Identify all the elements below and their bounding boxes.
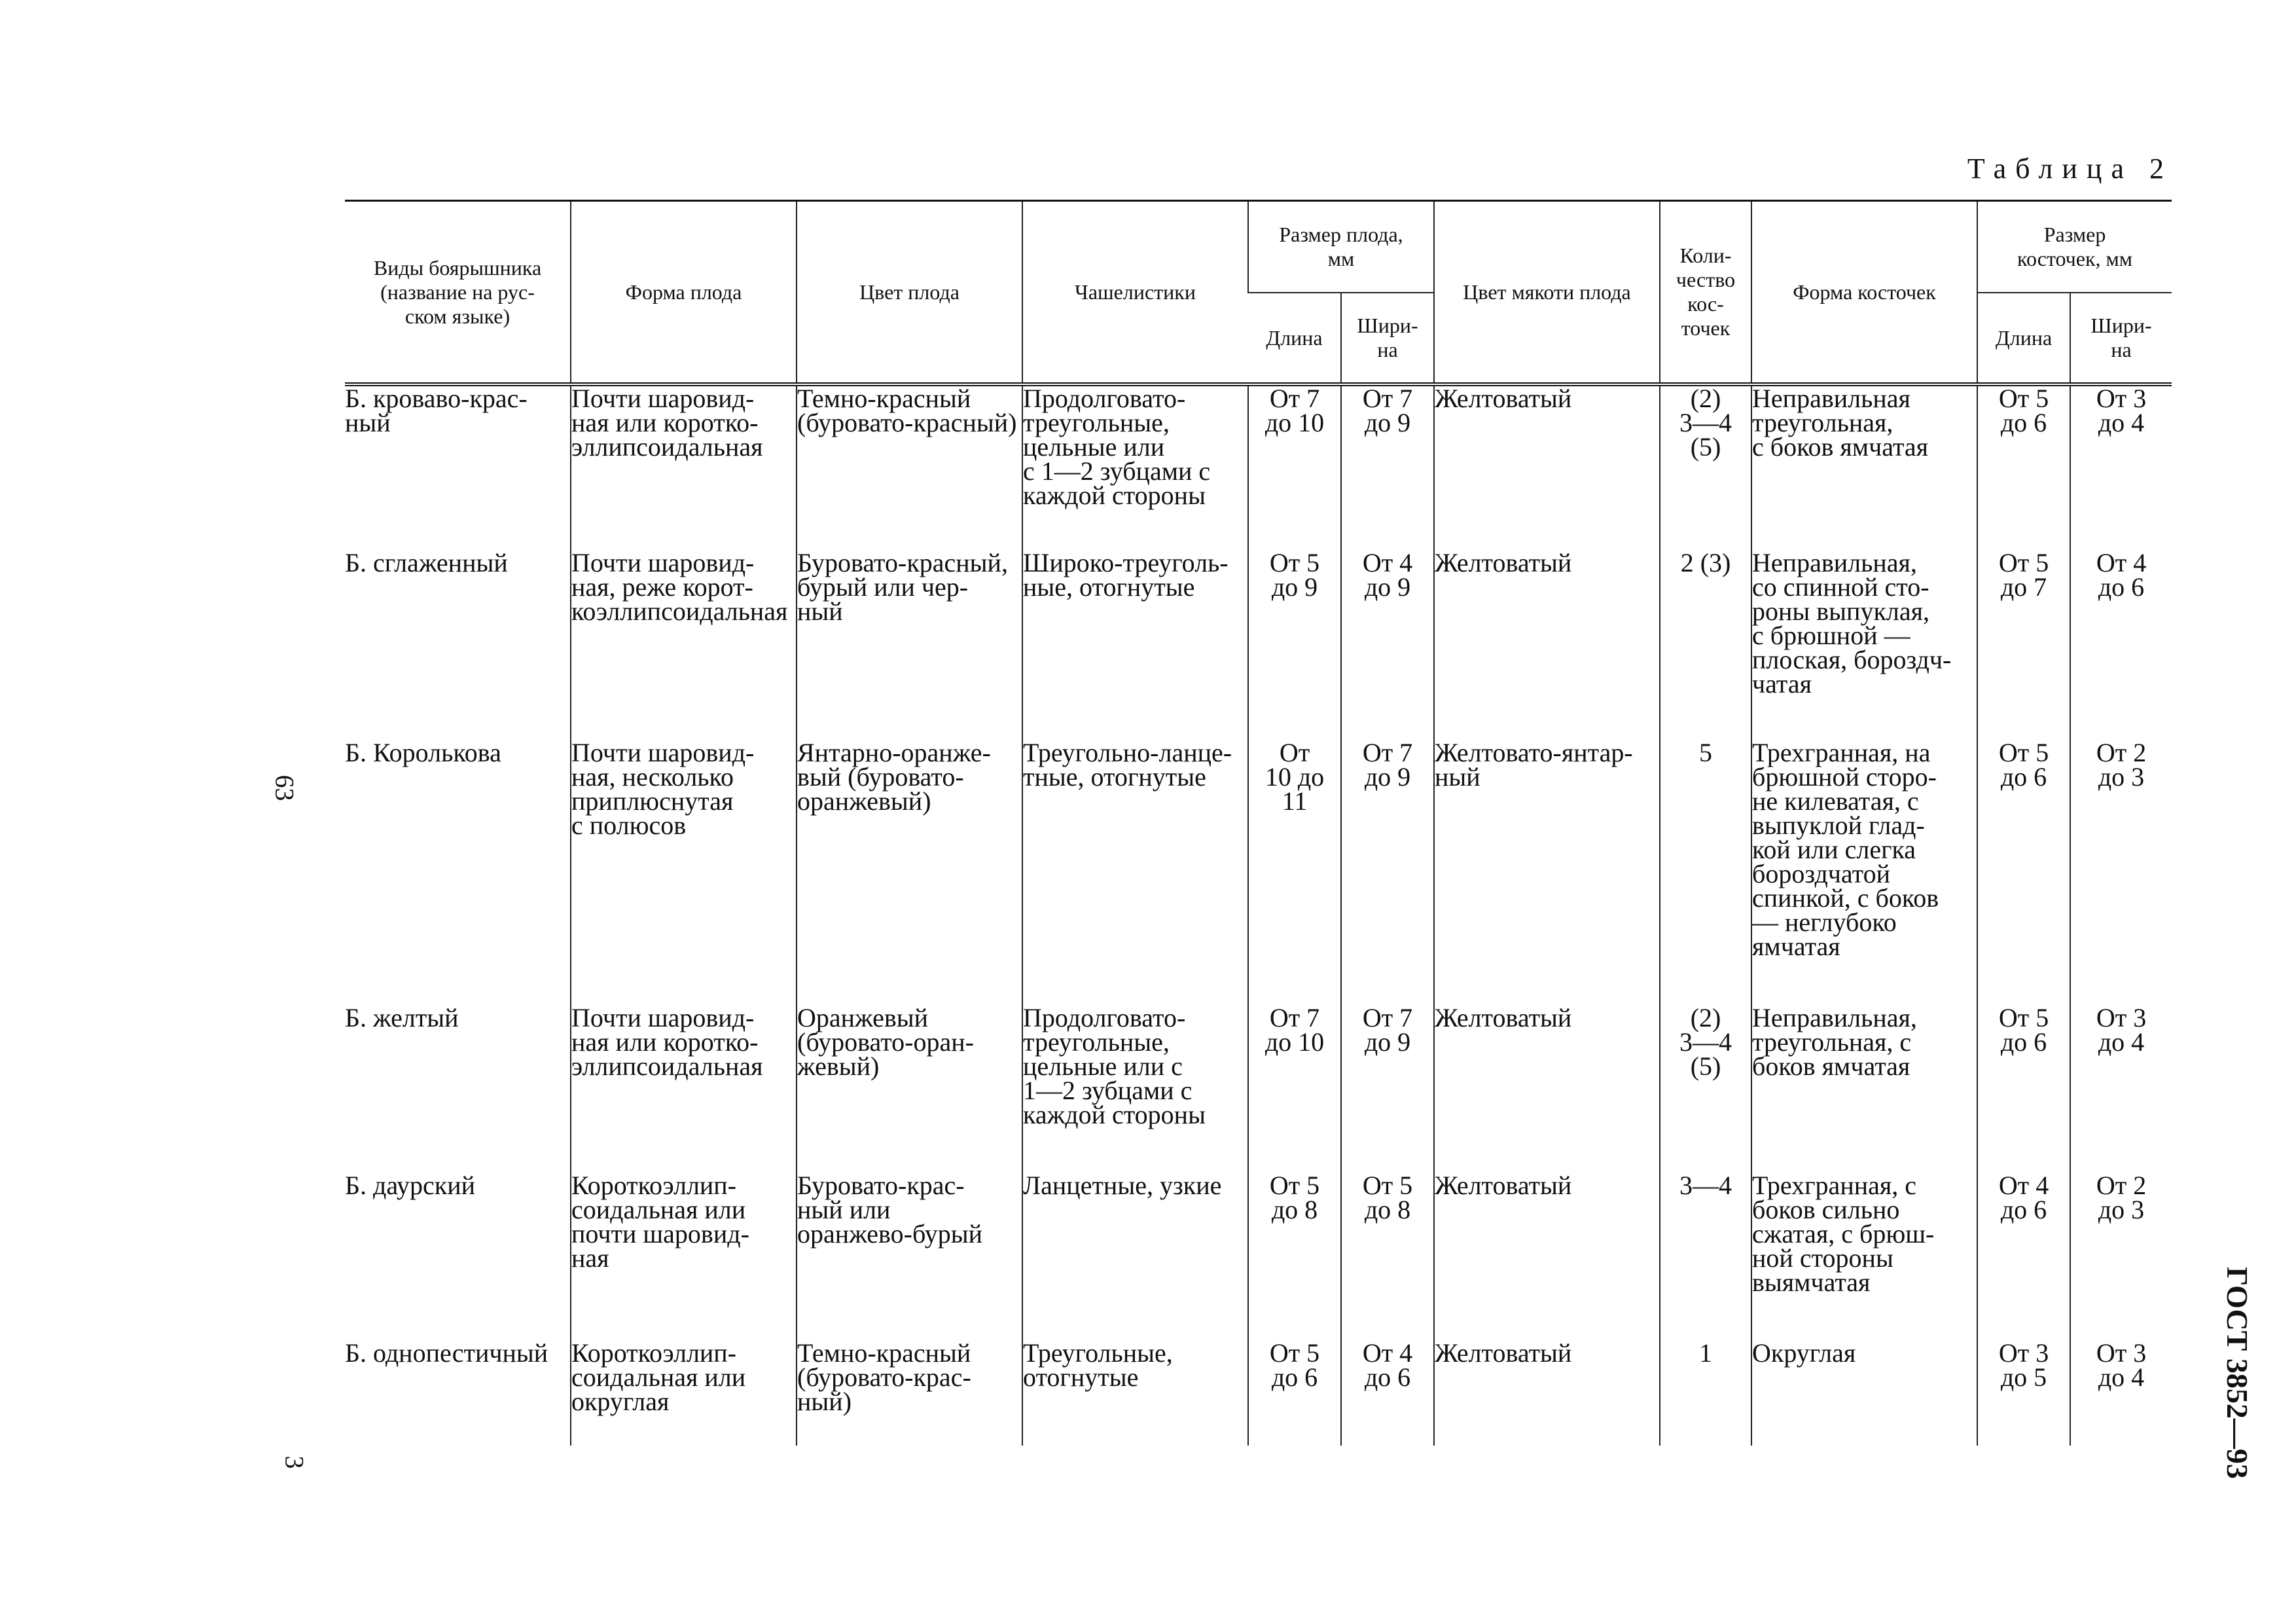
table-row — [345, 384, 2172, 551]
cell-stone-length: От 4 до 6 — [1977, 1173, 2070, 1341]
cell-fruit-width: От 7 до 9 — [1341, 384, 1434, 551]
cell-fruit-color: Буровато-красный, бурый или чер- ный — [797, 551, 1022, 740]
header-fruit-color: Цвет плода — [797, 201, 1022, 385]
document-code: ГОСТ 3852—93 — [2221, 1267, 2254, 1479]
cell-stone-count: 3—4 — [1660, 1173, 1751, 1341]
cell-stone-shape: Трехгранная, на брюшной сторо- не килеватая, с выпуклой глад- кой или слегка бороздчатой спинкой, с боков — неглубоко ямчатая — [1751, 740, 1977, 1006]
cell-sepals: Треугольно-ланце- тные, отогнутые — [1022, 740, 1248, 1006]
cell-stone-shape: Неправильная треугольная, с боков ямчатая — [1751, 384, 1977, 551]
table-row — [345, 1341, 2172, 1446]
header-stone-count: Коли- чество кос- точек — [1660, 201, 1751, 385]
cell-stone-count: 5 — [1660, 740, 1751, 1006]
cell-stone-width: От 4 до 6 — [2070, 551, 2172, 740]
cell-stone-count: (2) 3—4 (5) — [1660, 1006, 1751, 1173]
cell-fruit-length: От 5 до 9 — [1248, 551, 1341, 740]
cell-stone-shape: Неправильная, со спинной сто- роны выпуклая, с брюшной — плоская, бороздч- чатая — [1751, 551, 1977, 740]
page-number-bottom: 3 — [279, 1455, 310, 1469]
cell-stone-width: От 2 до 3 — [2070, 1173, 2172, 1341]
header-pulp-color: Цвет мякоти плода — [1434, 201, 1660, 385]
cell-fruit-color: Буровато-крас- ный или оранжево-бурый — [797, 1173, 1022, 1341]
cell-fruit-color: Янтарно-оранже- вый (буровато- оранжевый) — [797, 740, 1022, 1006]
cell-fruit-color: Оранжевый (буровато-оран- жевый) — [797, 1006, 1022, 1173]
cell-fruit-width: От 5 до 8 — [1341, 1173, 1434, 1341]
cell-species: Б. Королькова — [345, 738, 501, 767]
header-fruit-size: Размер плода, мм — [1248, 201, 1434, 293]
cell-stone-count: 1 — [1660, 1341, 1751, 1446]
cell-fruit-color: Темно-красный (буровато-крас- ный) — [797, 1341, 1022, 1446]
cell-pulp-color: Желтовато-янтар- ный — [1434, 740, 1660, 1006]
cell-stone-width: От 3 до 4 — [2070, 384, 2172, 551]
header-stone-size: Размер косточек, мм — [1977, 201, 2172, 293]
cell-stone-count: (2) 3—4 (5) — [1660, 384, 1751, 551]
cell-pulp-color: Желтоватый — [1434, 1341, 1660, 1446]
header-stone-shape: Форма косточек — [1751, 201, 1977, 385]
cell-pulp-color: Желтоватый — [1434, 1006, 1660, 1173]
cell-species: Б. сглаженный — [345, 548, 508, 577]
cell-sepals: Широко-треуголь- ные, отогнутые — [1022, 551, 1248, 740]
cell-fruit-width: От 4 до 6 — [1341, 1341, 1434, 1446]
cell-pulp-color: Желтоватый — [1434, 551, 1660, 740]
header-sepals: Чашелистики — [1022, 201, 1248, 385]
cell-fruit-shape: Почти шаровид- ная, реже корот- коэллипсоидальная — [571, 551, 797, 740]
cell-stone-length: От 5 до 7 — [1977, 551, 2070, 740]
header-fruit-width: Шири- на — [1341, 293, 1434, 384]
cell-stone-width: От 2 до 3 — [2070, 740, 2172, 1006]
cell-sepals: Треугольные, отогнутые — [1022, 1341, 1248, 1446]
cell-fruit-length: От 5 до 8 — [1248, 1173, 1341, 1341]
header-species: Виды боярышника (название на рус- ском языке) — [345, 201, 571, 385]
cell-fruit-shape: Почти шаровид- ная или коротко- эллипсоидальная — [571, 1006, 797, 1173]
cell-stone-count: 2 (3) — [1660, 551, 1751, 740]
cell-sepals: Ланцетные, узкие — [1022, 1173, 1248, 1341]
table-row — [345, 1173, 2172, 1341]
cell-species: Б. даурский — [345, 1171, 476, 1200]
cell-stone-width: От 3 до 4 — [2070, 1006, 2172, 1173]
cell-stone-width: От 3 до 4 — [2070, 1341, 2172, 1446]
cell-fruit-shape: Короткоэллип- соидальная или почти шаровид- ная — [571, 1173, 797, 1341]
header-stone-width: Шири- на — [2070, 293, 2172, 384]
cell-sepals: Продолговато- треугольные, цельные или с 1—2 зубцами с каждой стороны — [1022, 384, 1248, 551]
hawthorn-species-table — [345, 200, 2172, 1446]
cell-fruit-length: От 7 до 10 — [1248, 384, 1341, 551]
table-container — [345, 200, 2172, 1446]
cell-fruit-color: Темно-красный (буровато-красный) — [797, 384, 1022, 551]
cell-fruit-length: От 7 до 10 — [1248, 1006, 1341, 1173]
cell-stone-shape: Трехгранная, с боков сильно сжатая, с брюш- ной стороны выямчатая — [1751, 1173, 1977, 1341]
cell-species: Б. кроваво-крас- ный — [345, 384, 571, 551]
table-row — [345, 740, 2172, 1006]
cell-fruit-width: От 7 до 9 — [1341, 1006, 1434, 1173]
cell-stone-shape: Округлая — [1751, 1341, 1977, 1446]
header-fruit-length: Длина — [1248, 293, 1341, 384]
table-caption: Таблица 2 — [1967, 153, 2173, 185]
cell-stone-length: От 5 до 6 — [1977, 740, 2070, 1006]
cell-fruit-width: От 7 до 9 — [1341, 740, 1434, 1006]
cell-fruit-length: От 5 до 6 — [1248, 1341, 1341, 1446]
cell-stone-length: От 3 до 5 — [1977, 1341, 2070, 1446]
cell-pulp-color: Желтоватый — [1434, 384, 1660, 551]
table-row — [345, 551, 2172, 740]
cell-fruit-width: От 4 до 9 — [1341, 551, 1434, 740]
cell-species: Б. однопестичный — [345, 1338, 548, 1368]
cell-stone-shape: Неправильная, треугольная, с боков ямчатая — [1751, 1006, 1977, 1173]
page-number-top: 63 — [270, 775, 300, 801]
cell-fruit-shape: Почти шаровид- ная или коротко- эллипсоидальная — [571, 384, 797, 551]
header-stone-length: Длина — [1977, 293, 2070, 384]
cell-fruit-shape: Короткоэллип- соидальная или округлая — [571, 1341, 797, 1446]
cell-stone-length: От 5 до 6 — [1977, 384, 2070, 551]
cell-fruit-shape: Почти шаровид- ная, несколько приплюснутая с полюсов — [571, 740, 797, 1006]
table-row — [345, 1006, 2172, 1173]
cell-species: Б. желтый — [345, 1003, 459, 1032]
header-fruit-shape: Форма плода — [571, 201, 797, 385]
cell-stone-length: От 5 до 6 — [1977, 1006, 2070, 1173]
cell-sepals: Продолговато- треугольные, цельные или с 1—2 зубцами с каждой стороны — [1022, 1006, 1248, 1173]
cell-pulp-color: Желтоватый — [1434, 1173, 1660, 1341]
cell-fruit-length: От 10 до 11 — [1248, 740, 1341, 1006]
